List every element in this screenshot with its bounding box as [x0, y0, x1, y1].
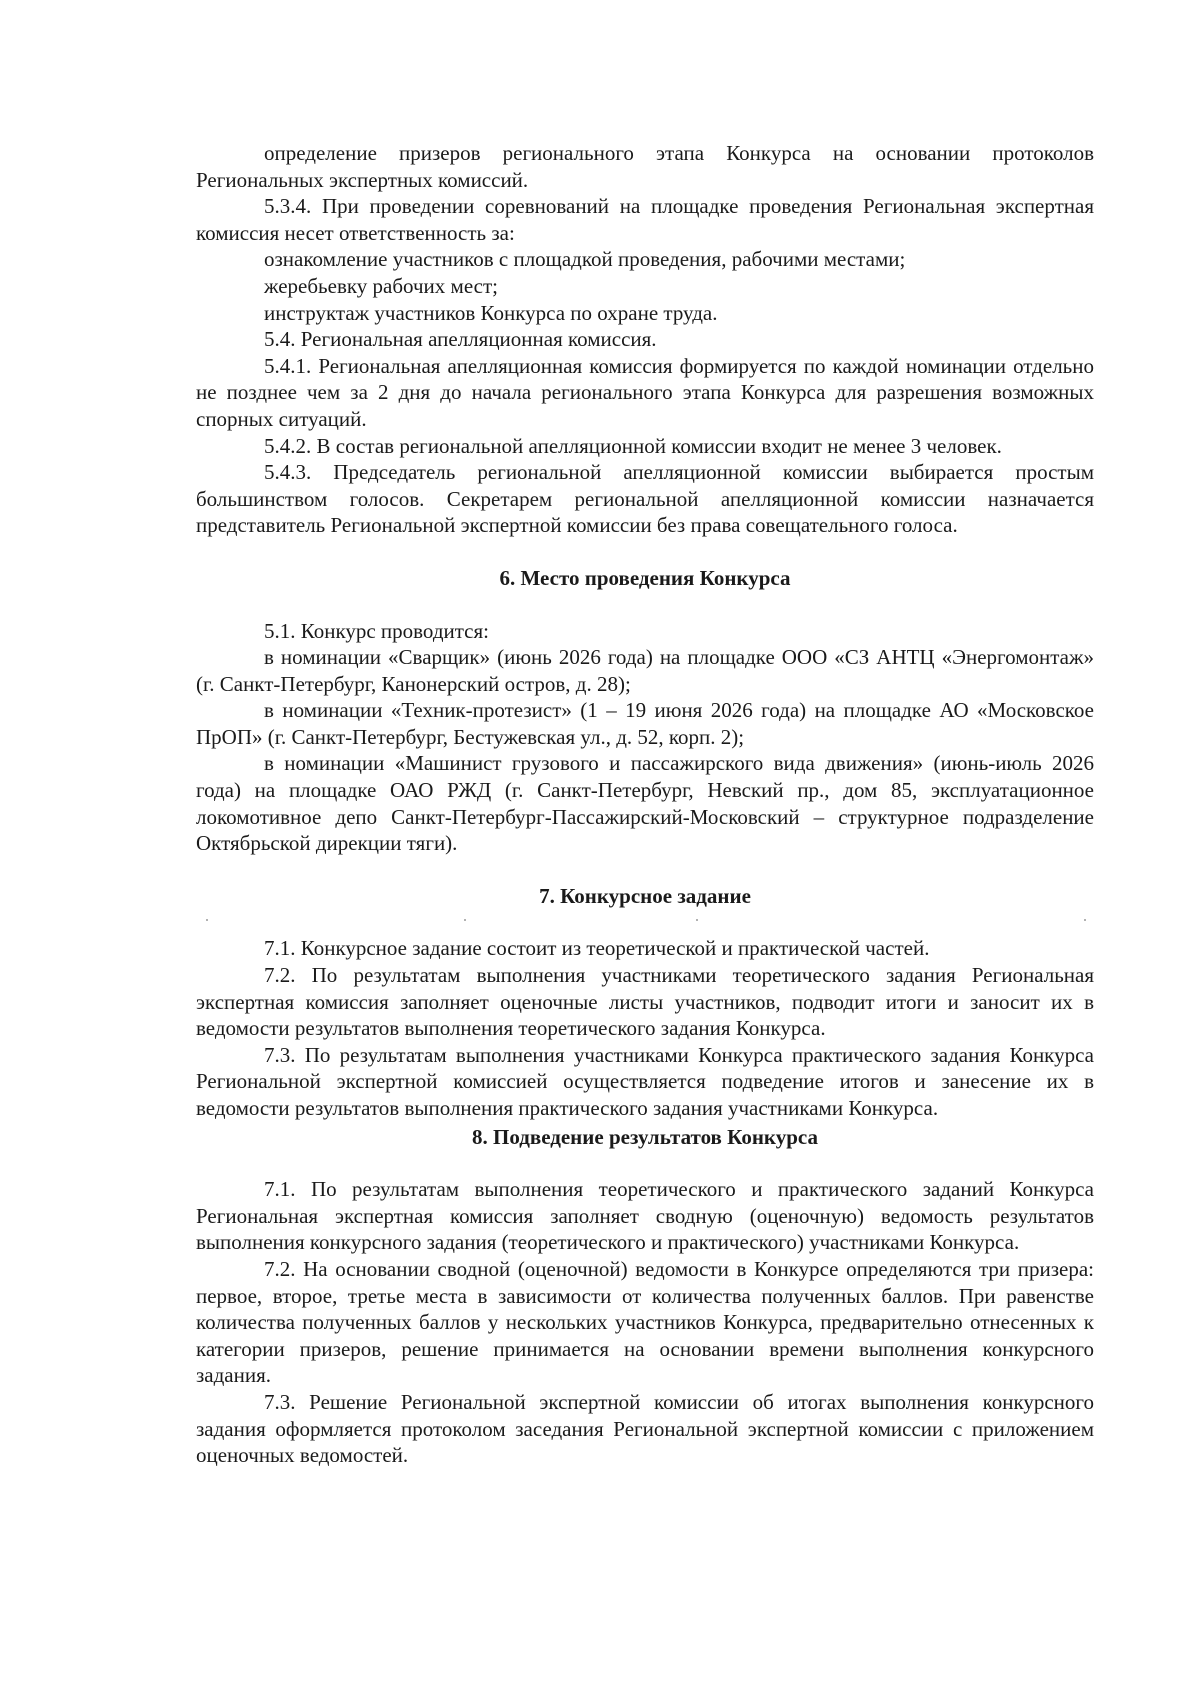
spacer	[196, 1150, 1094, 1176]
paragraph-8-7-2: 7.2. На основании сводной (оценочной) ведомости в Конкурсе определяются три призера: первое, второе, третье места в зависимости от количества полученных баллов. При равенстве количества полученных баллов у нескольких участников Конкурса, предварительно отнесенных к категории призеров, решение принимается на основании времени выполнения конкурсного задания.	[196, 1256, 1094, 1388]
paragraph-5-4-3: 5.4.3. Председатель региональной апелляционной комиссии выбирается простым большинством голосов. Секретарем региональной апелляционной комиссии назначается представитель Региональной экспертной комиссии без права совещательного голоса.	[196, 460, 1094, 538]
paragraph-5-3-4-item-3: инструктаж участников Конкурса по охране труда.	[264, 300, 718, 325]
spacer	[196, 857, 1094, 883]
paragraph-5-4-2: 5.4.2. В состав региональной апелляционной комиссии входит не менее 3 человек.	[264, 433, 1002, 458]
paragraph-7-1: 7.1. Конкурсное задание состоит из теоретической и практической частей.	[264, 936, 930, 961]
paragraph-7-2: 7.2. По результатам выполнения участниками теоретического задания Региональная экспертная комиссия заполняет оценочные листы участников, подводит итоги и заносит их в ведомости результатов выполнения теоретического задания Конкурса.	[196, 963, 1094, 1041]
paragraph-5-3-3-continuation: определение призеров регионального этапа Конкурса на основании протоколов Региональных экспертных комиссий.	[196, 141, 1094, 192]
paragraph-6-item-3: в номинации «Машинист грузового и пассажирского вида движения» (июнь-июль 2026 года) на площадке ОАО РЖД (г. Санкт-Петербург, Невский пр., дом 85, эксплуатационное локомотивное депо Санкт-Петербург-Пассажирский-Московский – структурное подразделение Октябрьской дирекции тяги).	[196, 751, 1094, 856]
spacer	[196, 539, 1094, 565]
section-8-heading: 8. Подведение результатов Конкурса	[472, 1124, 818, 1149]
paragraph-5-3-4: 5.3.4. При проведении соревнований на площадке проведения Региональная экспертная комиссия несет ответственность за:	[196, 194, 1094, 245]
document-page	[196, 140, 1094, 1469]
section-7-heading: 7. Конкурсное задание	[539, 883, 751, 908]
paragraph-8-7-1: 7.1. По результатам выполнения теоретического и практического заданий Конкурса Региональная экспертная комиссия заполняет сводную (оценочную) ведомость результатов выполнения конкурсного задания (теоретического и практического) участниками Конкурса.	[196, 1177, 1094, 1255]
scan-artifact-dots	[196, 909, 1094, 935]
paragraph-7-3: 7.3. По результатам выполнения участниками Конкурса практического задания Конкурса Региональной экспертной комиссией осуществляется подведение итогов и занесение их в ведомости результатов выполнения практического задания участниками Конкурса.	[196, 1042, 1094, 1120]
paragraph-6-item-1: в номинации «Сварщик» (июнь 2026 года) на площадке ООО «СЗ АНТЦ «Энергомонтаж» (г. Санкт-Петербург, Канонерский остров, д. 28);	[196, 645, 1094, 696]
spacer	[196, 592, 1094, 618]
section-6-heading: 6. Место проведения Конкурса	[499, 565, 791, 590]
paragraph-5-4: 5.4. Региональная апелляционная комиссия.	[264, 327, 657, 352]
paragraph-5-4-1: 5.4.1. Региональная апелляционная комиссия формируется по каждой номинации отдельно не позднее чем за 2 дня до начала регионального этапа Конкурса для разрешения возможных спорных ситуаций.	[196, 353, 1094, 431]
paragraph-6-intro: 5.1. Конкурс проводится:	[264, 618, 490, 643]
paragraph-5-3-4-item-2: жеребьевку рабочих мест;	[264, 273, 499, 298]
paragraph-5-3-4-item-1: ознакомление участников с площадкой проведения, рабочими местами;	[264, 247, 906, 272]
paragraph-8-7-3: 7.3. Решение Региональной экспертной комиссии об итогах выполнения конкурсного задания оформляется протоколом заседания Региональной экспертной комиссии с приложением оценочных ведомостей.	[196, 1389, 1094, 1468]
paragraph-6-item-2: в номинации «Техник-протезист» (1 – 19 июня 2026 года) на площадке АО «Московское ПрОП» (г. Санкт-Петербург, Бестужевская ул., д. 52, корп. 2);	[196, 698, 1094, 749]
